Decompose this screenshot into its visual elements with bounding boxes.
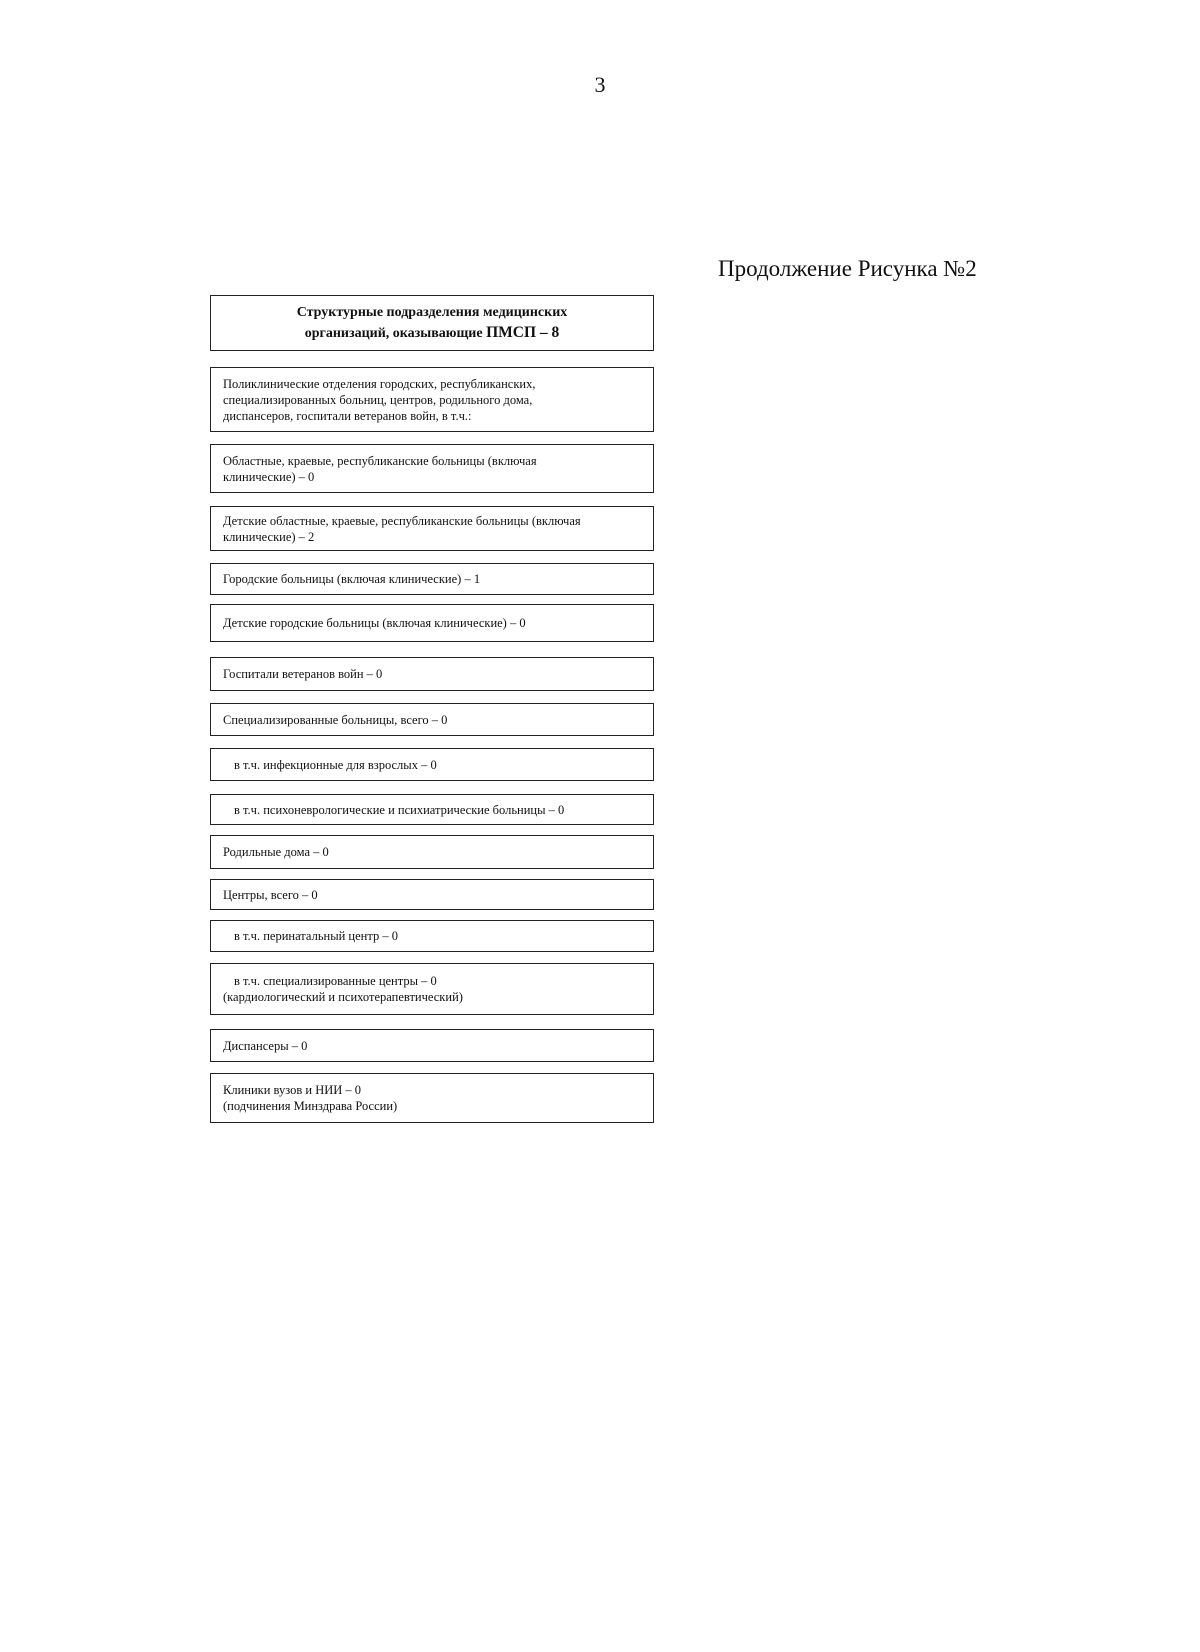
org-box-label: Детские городские больницы (включая клинические) – 0 (223, 616, 526, 630)
org-box-maternity-homes (210, 835, 654, 869)
org-box-psychiatric-hospitals (210, 794, 654, 825)
org-box-label: в т.ч. перинатальный центр – 0 (234, 929, 398, 943)
org-box-veteran-hospitals (210, 657, 654, 691)
page-number: 3 (594, 72, 606, 97)
org-box-label: в т.ч. психоневрологические и психиатрические больницы – 0 (234, 802, 565, 817)
org-box-specialized-hospitals (210, 703, 654, 736)
org-box-childrens-city-hospitals (210, 604, 654, 642)
org-box-dispensaries (210, 1029, 654, 1062)
header-line-1: Структурные подразделения медицинских (296, 304, 568, 320)
org-box-label: Клиники вузов и НИИ – 0 (подчинения Минздрава России) (223, 1083, 398, 1113)
org-box-infectious-adults (210, 748, 654, 781)
org-box-label: Детские областные, краевые, республиканские больницы (включая клинические) – 2 (223, 513, 581, 544)
org-box-regional-hospitals (210, 444, 654, 493)
org-box-label: Специализированные больницы, всего – 0 (223, 712, 448, 727)
org-box-label: в т.ч. специализированные центры – 0 (кардиологический и психотерапевтический) (223, 974, 463, 1004)
org-box-label: Областные, краевые, республиканские больницы (включая клинические) – 0 (223, 453, 537, 484)
org-box-polyclinic-departments (210, 367, 654, 432)
org-box-childrens-regional-hospitals (210, 506, 654, 551)
header-text (297, 303, 568, 344)
org-box-centers-total (210, 879, 654, 910)
org-box-label: Госпитали ветеранов войн – 0 (223, 667, 383, 681)
org-box-university-clinics (210, 1073, 654, 1123)
header-line-2-prefix: организаций, оказывающие (304, 325, 487, 341)
org-box-label: Городские больницы (включая клинические) – 1 (223, 572, 481, 586)
org-box-label: Поликлинические отделения городских, республиканских, специализированных больниц, центров, родильного дома, диспансеров, госпитали ветеранов войн, в т.ч.: (223, 376, 536, 423)
org-box-specialized-centers (210, 963, 654, 1015)
header-line-2-value: ПМСП – 8 (486, 323, 560, 341)
org-box-label: Родильные дома – 0 (223, 845, 329, 859)
header-box (210, 295, 654, 351)
org-box-label: Центры, всего – 0 (223, 887, 318, 902)
org-box-perinatal-center (210, 920, 654, 952)
org-box-label: Диспансеры – 0 (223, 1038, 308, 1053)
org-box-city-hospitals (210, 563, 654, 595)
figure-continuation-label: Продолжение Рисунка №2 (718, 256, 977, 281)
org-box-label: в т.ч. инфекционные для взрослых – 0 (234, 757, 437, 772)
